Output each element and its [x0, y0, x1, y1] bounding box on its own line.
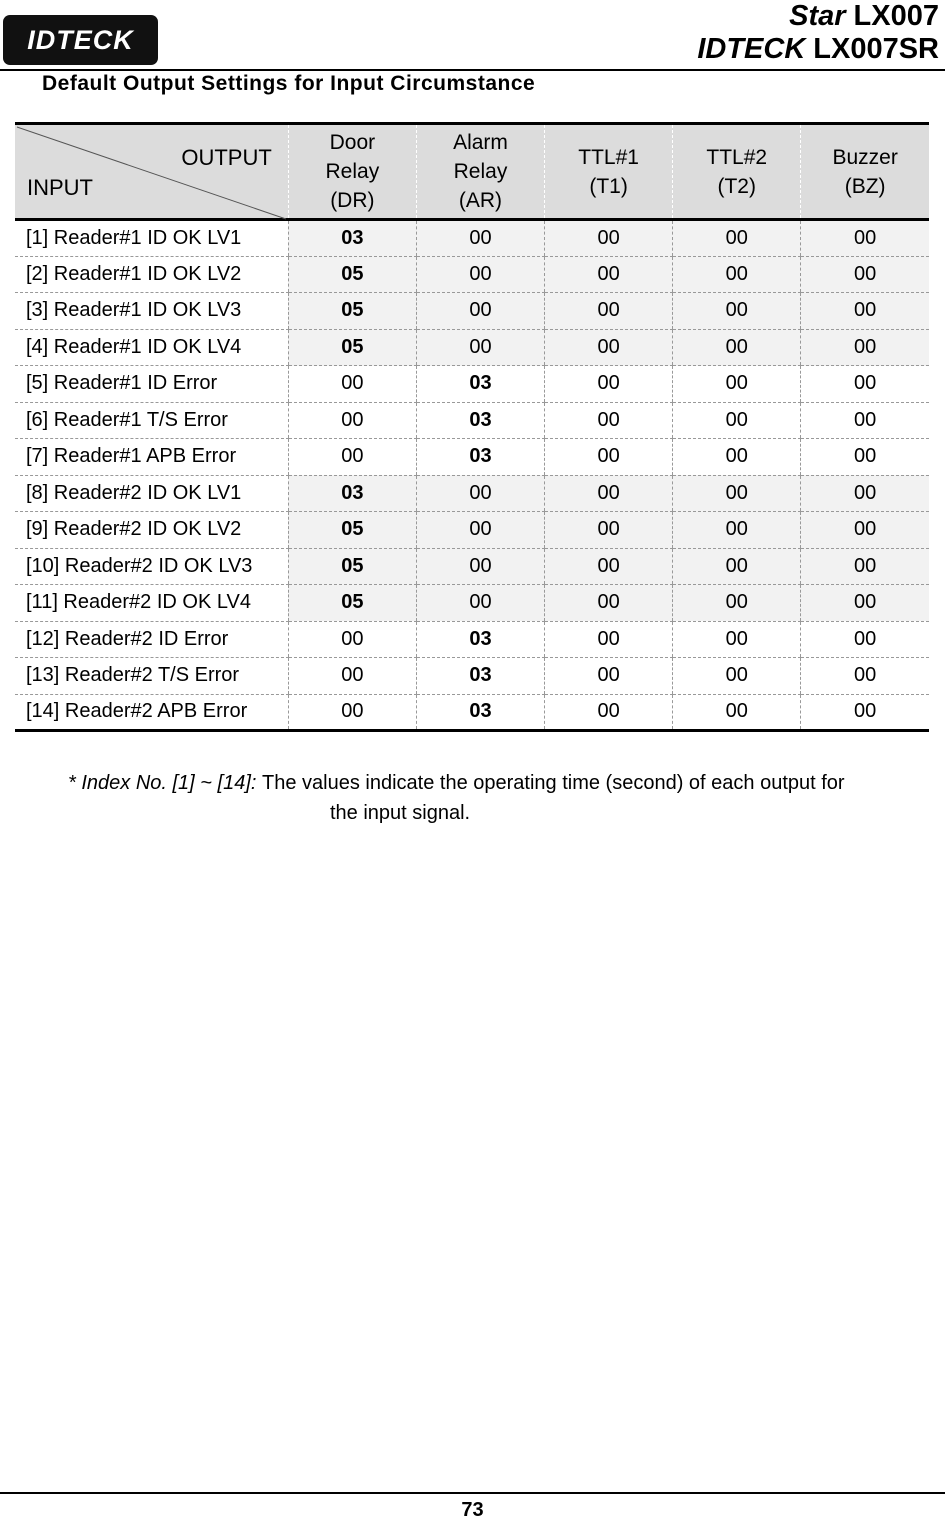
column-header: [673, 124, 801, 220]
brand-idteck: IDTECK: [697, 33, 806, 65]
value-cell: 00: [673, 256, 801, 293]
value-cell: 00: [545, 621, 673, 658]
value-cell: 00: [673, 694, 801, 731]
value-cell: 00: [416, 512, 544, 549]
value-cell: 00: [801, 256, 929, 293]
column-header: [288, 124, 416, 220]
value-cell: 00: [545, 512, 673, 549]
table-row: [15, 548, 929, 585]
output-settings-table: [15, 122, 929, 732]
value-cell: 00: [801, 621, 929, 658]
table-row: [15, 256, 929, 293]
value-cell: 00: [673, 512, 801, 549]
table-header-row: [15, 124, 929, 220]
input-cell: [3] Reader#1 ID OK LV3: [15, 293, 288, 330]
value-cell: 00: [416, 585, 544, 622]
value-cell: 00: [545, 256, 673, 293]
table-row: [15, 475, 929, 512]
value-cell: 05: [288, 329, 416, 366]
value-cell: 05: [288, 512, 416, 549]
value-cell: 00: [416, 475, 544, 512]
value-cell: 05: [288, 585, 416, 622]
note-label: * Index No. [1] ~ [14]:: [68, 772, 257, 794]
value-cell: 00: [416, 256, 544, 293]
value-cell: 03: [416, 621, 544, 658]
column-header: [801, 124, 929, 220]
column-header-line1: Alarm: [453, 131, 508, 154]
value-cell: 05: [288, 293, 416, 330]
model-lx007sr: LX007SR: [813, 33, 939, 65]
index-note: [68, 768, 845, 798]
product-line-1: [789, 0, 939, 33]
column-header-line3: (DR): [330, 189, 375, 212]
input-cell: [8] Reader#2 ID OK LV1: [15, 475, 288, 512]
column-header-line3: (BZ): [844, 174, 886, 198]
column-header-line1: Door: [329, 131, 376, 154]
input-cell: [10] Reader#2 ID OK LV3: [15, 548, 288, 585]
value-cell: 05: [288, 256, 416, 293]
column-header-line3: (T2): [717, 174, 756, 198]
input-cell: [2] Reader#1 ID OK LV2: [15, 256, 288, 293]
value-cell: 00: [801, 402, 929, 439]
value-cell: 00: [673, 402, 801, 439]
value-cell: 00: [288, 366, 416, 403]
value-cell: 00: [801, 475, 929, 512]
value-cell: 00: [673, 329, 801, 366]
header-divider: [0, 69, 945, 71]
column-header-line3: (T1): [589, 174, 628, 198]
value-cell: 03: [416, 658, 544, 695]
value-cell: 00: [545, 585, 673, 622]
column-header-line2: TTL#2: [706, 145, 768, 169]
value-cell: 00: [801, 439, 929, 476]
value-cell: 00: [801, 585, 929, 622]
value-cell: 00: [801, 694, 929, 731]
value-cell: 00: [801, 512, 929, 549]
value-cell: 00: [545, 475, 673, 512]
idteck-logo: [3, 15, 158, 65]
column-header-line2: Relay: [325, 160, 380, 183]
value-cell: 00: [545, 548, 673, 585]
model-lx007: LX007: [853, 0, 939, 32]
input-cell: [7] Reader#1 APB Error: [15, 439, 288, 476]
input-cell: [4] Reader#1 ID OK LV4: [15, 329, 288, 366]
table-row: [15, 402, 929, 439]
value-cell: 00: [416, 548, 544, 585]
value-cell: 00: [545, 694, 673, 731]
brand-star: Star: [789, 0, 846, 32]
table-row: [15, 439, 929, 476]
table-row: [15, 220, 929, 257]
value-cell: 00: [545, 366, 673, 403]
value-cell: 00: [288, 694, 416, 731]
column-header: [545, 124, 673, 220]
value-cell: 00: [673, 439, 801, 476]
column-header-line2: Relay: [453, 160, 508, 183]
column-header-line3: (AR): [458, 189, 503, 212]
value-cell: 00: [801, 220, 929, 257]
note-text: The values indicate the operating time (second) of each output for: [262, 772, 845, 794]
input-cell: [9] Reader#2 ID OK LV2: [15, 512, 288, 549]
table-row: [15, 658, 929, 695]
value-cell: 03: [416, 439, 544, 476]
page-number: 73: [461, 1499, 484, 1521]
input-cell: [14] Reader#2 APB Error: [15, 694, 288, 731]
value-cell: 00: [673, 658, 801, 695]
value-cell: 03: [416, 366, 544, 403]
input-cell: [5] Reader#1 ID Error: [15, 366, 288, 403]
table-row: [15, 366, 929, 403]
product-line-2: [697, 33, 939, 66]
table-row: [15, 329, 929, 366]
value-cell: 05: [288, 548, 416, 585]
value-cell: 00: [416, 329, 544, 366]
value-cell: 00: [673, 621, 801, 658]
value-cell: 03: [416, 694, 544, 731]
value-cell: 03: [288, 220, 416, 257]
value-cell: 00: [673, 475, 801, 512]
value-cell: 03: [416, 402, 544, 439]
value-cell: 00: [801, 366, 929, 403]
value-cell: 00: [288, 439, 416, 476]
table-row: [15, 512, 929, 549]
footer-divider: [0, 1492, 945, 1494]
corner-input-label: INPUT: [27, 175, 93, 200]
value-cell: 00: [288, 658, 416, 695]
value-cell: 00: [288, 621, 416, 658]
corner-output-label: OUTPUT: [181, 145, 272, 170]
value-cell: 00: [801, 548, 929, 585]
value-cell: 00: [801, 329, 929, 366]
table-row: [15, 585, 929, 622]
input-cell: [11] Reader#2 ID OK LV4: [15, 585, 288, 622]
value-cell: 00: [545, 220, 673, 257]
value-cell: 00: [801, 293, 929, 330]
input-cell: [12] Reader#2 ID Error: [15, 621, 288, 658]
value-cell: 00: [673, 293, 801, 330]
value-cell: 00: [673, 585, 801, 622]
column-header-line2: Buzzer: [832, 145, 898, 169]
table-row: [15, 293, 929, 330]
value-cell: 00: [545, 658, 673, 695]
value-cell: 00: [545, 329, 673, 366]
table-row: [15, 621, 929, 658]
column-header-line2: TTL#1: [578, 145, 639, 169]
note-text-continued: the input signal.: [330, 802, 471, 824]
value-cell: 00: [545, 439, 673, 476]
input-cell: [13] Reader#2 T/S Error: [15, 658, 288, 695]
corner-header: [15, 124, 288, 220]
input-cell: [6] Reader#1 T/S Error: [15, 402, 288, 439]
value-cell: 00: [545, 402, 673, 439]
value-cell: 00: [288, 402, 416, 439]
input-cell: [1] Reader#1 ID OK LV1: [15, 220, 288, 257]
value-cell: 00: [416, 220, 544, 257]
table-row: [15, 694, 929, 731]
value-cell: 00: [673, 220, 801, 257]
column-header: [416, 124, 544, 220]
value-cell: 00: [801, 658, 929, 695]
page-title: Default Output Settings for Input Circumstance: [42, 72, 536, 95]
logo-text: IDTECK: [27, 24, 134, 55]
value-cell: 03: [288, 475, 416, 512]
value-cell: 00: [673, 366, 801, 403]
value-cell: 00: [545, 293, 673, 330]
value-cell: 00: [416, 293, 544, 330]
value-cell: 00: [673, 548, 801, 585]
